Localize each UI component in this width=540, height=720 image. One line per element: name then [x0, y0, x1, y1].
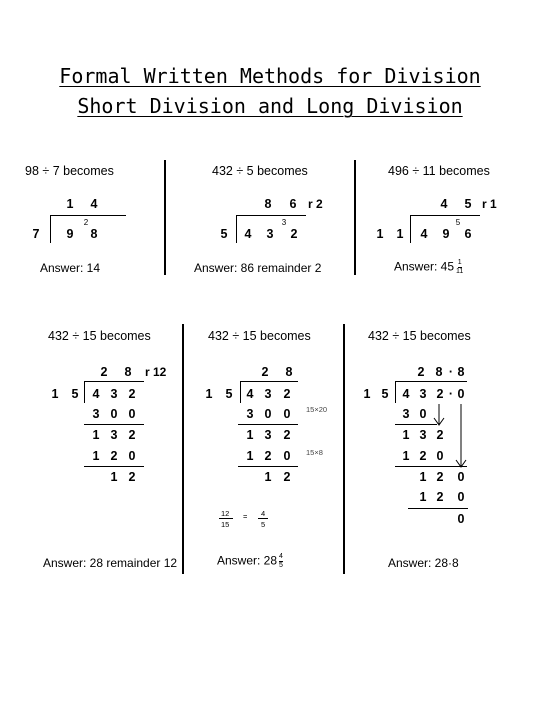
- dividend-digit: 4: [244, 227, 252, 241]
- dividend-digit: 2: [283, 387, 291, 401]
- fraction-numerator: 12: [221, 509, 230, 518]
- working-digit: 0: [419, 407, 427, 421]
- dividend-digit: 9: [442, 227, 450, 241]
- fraction-denominator: 5: [279, 562, 283, 569]
- dividend-digit: 3: [266, 227, 274, 241]
- dividend-digit: 4: [92, 387, 100, 401]
- working-digit: 1: [402, 449, 410, 463]
- division-bracket-top: [240, 381, 298, 382]
- subtraction-line: [84, 466, 144, 467]
- quotient-digit: 2: [261, 365, 269, 379]
- carry-digit: 2: [83, 218, 89, 227]
- quotient-digit: 8: [264, 197, 272, 211]
- dividend-digit: 3: [264, 387, 272, 401]
- fraction-numerator: 4: [279, 553, 283, 560]
- answer-text: Answer: 14: [40, 261, 101, 275]
- column-divider: [354, 160, 356, 275]
- working-digit: 2: [110, 449, 118, 463]
- dividend-digit: 2: [128, 387, 136, 401]
- subtraction-line: [408, 508, 468, 509]
- working-digit: 0: [283, 449, 291, 463]
- working-digit: 2: [264, 449, 272, 463]
- working-digit: 2: [283, 428, 291, 442]
- dividend-digit: 2: [290, 227, 298, 241]
- fraction-denominator: 15: [221, 520, 230, 529]
- working-digit: 0: [128, 407, 136, 421]
- answer-text: Answer: 28 remainder 12: [43, 556, 178, 570]
- remainder-label: r 12: [145, 365, 167, 379]
- answer-text: Answer: 28·8: [388, 556, 459, 570]
- working-digit: 1: [246, 449, 254, 463]
- working-digit: 2: [436, 490, 444, 504]
- working-digit: 0: [110, 407, 118, 421]
- quotient-digit: 2: [100, 365, 108, 379]
- equals-sign: =: [243, 512, 248, 521]
- remainder-label: r 1: [482, 197, 497, 211]
- divisor-digit: 5: [71, 387, 79, 401]
- answer-text: Answer: 86 remainder 2: [194, 261, 322, 275]
- page-subtitle: Short Division and Long Division: [77, 94, 463, 118]
- carry-digit: 5: [455, 218, 461, 227]
- working-digit: 0: [128, 449, 136, 463]
- working-digit: 3: [264, 428, 272, 442]
- working-digit: 3: [246, 407, 254, 421]
- quotient-digit: 1: [66, 197, 74, 211]
- subtraction-line: [395, 424, 437, 425]
- divisor-digit: 5: [220, 227, 228, 241]
- dividend-digit: 0: [457, 387, 465, 401]
- divisor-digit: 7: [32, 227, 40, 241]
- working-digit: 1: [264, 470, 272, 484]
- decimal-point: ·: [448, 365, 454, 379]
- dividend-digit: 8: [90, 227, 98, 241]
- fraction-bar: [258, 518, 268, 519]
- answer-fraction: [279, 553, 283, 570]
- quotient-digit: 8: [285, 365, 293, 379]
- column-divider: [343, 324, 345, 574]
- quotient-digit: 4: [90, 197, 98, 211]
- quotient-digit: 8: [435, 365, 443, 379]
- quotient-digit: 6: [289, 197, 297, 211]
- divisor-digit: 1: [396, 227, 404, 241]
- division-bracket-top: [236, 215, 306, 216]
- working-digit: 0: [264, 407, 272, 421]
- example-heading: 496 ÷ 11 becomes: [388, 164, 490, 178]
- dividend-digit: 4: [402, 387, 410, 401]
- example-heading: 432 ÷ 5 becomes: [212, 164, 308, 178]
- dividend-digit: 4: [246, 387, 254, 401]
- answer-fraction: [456, 259, 463, 276]
- division-bracket-side: [410, 215, 411, 243]
- carry-digit: 3: [281, 218, 287, 227]
- working-digit: 2: [436, 470, 444, 484]
- divisor-digit: 5: [225, 387, 233, 401]
- quotient-digit: 8: [124, 365, 132, 379]
- subtraction-line: [238, 424, 298, 425]
- working-digit: 2: [128, 470, 136, 484]
- dividend-digit: 6: [464, 227, 472, 241]
- working-digit: 3: [419, 428, 427, 442]
- working-digit: 2: [128, 428, 136, 442]
- subtraction-line: [84, 424, 144, 425]
- column-divider: [182, 324, 184, 574]
- dividend-digit: 3: [419, 387, 427, 401]
- answer-label: Answer: 45: [394, 259, 455, 274]
- quotient-digit: 4: [440, 197, 448, 211]
- subtraction-line: [238, 466, 298, 467]
- fraction-denominator: 5: [261, 520, 266, 529]
- dividend-digit: 9: [66, 227, 74, 241]
- divisor-digit: 1: [205, 387, 213, 401]
- divisor-digit: 1: [51, 387, 59, 401]
- example-heading: 432 ÷ 15 becomes: [208, 329, 311, 343]
- divisor-digit: 1: [376, 227, 384, 241]
- working-digit: 3: [110, 428, 118, 442]
- working-digit: 3: [402, 407, 410, 421]
- working-note: 15×8: [306, 448, 323, 457]
- fraction-denominator: 11: [456, 268, 464, 275]
- example-heading: 98 ÷ 7 becomes: [25, 164, 114, 178]
- subtraction-line: [395, 466, 467, 467]
- quotient-digit: 8: [457, 365, 465, 379]
- fraction-bar: [219, 518, 233, 519]
- working-note: 15×20: [306, 405, 328, 414]
- working-digit: 0: [457, 470, 465, 484]
- quotient-digit: 5: [464, 197, 472, 211]
- bring-down-arrow: [454, 404, 468, 474]
- working-digit: 1: [246, 428, 254, 442]
- division-bracket-side: [236, 215, 237, 243]
- column-divider: [164, 160, 166, 275]
- working-digit: 1: [92, 428, 100, 442]
- dividend-digit: 2: [436, 387, 444, 401]
- answer-text: [394, 259, 463, 276]
- quotient-digit: 2: [417, 365, 425, 379]
- answer-text: [217, 553, 283, 570]
- working-digit: 1: [110, 470, 118, 484]
- working-digit: 0: [457, 512, 465, 526]
- division-bracket-side: [50, 215, 51, 243]
- divisor-digit: 5: [381, 387, 389, 401]
- working-digit: 2: [283, 470, 291, 484]
- working-digit: 2: [419, 449, 427, 463]
- working-digit: 1: [419, 470, 427, 484]
- working-digit: 0: [283, 407, 291, 421]
- working-digit: 0: [457, 490, 465, 504]
- division-bracket-top: [410, 215, 480, 216]
- dividend-digit: 3: [110, 387, 118, 401]
- fraction-numerator: 4: [261, 509, 266, 518]
- working-digit: 3: [92, 407, 100, 421]
- fraction-numerator: 1: [457, 259, 462, 266]
- decimal-point: ·: [448, 387, 454, 401]
- divisor-digit: 1: [363, 387, 371, 401]
- working-digit: 2: [436, 428, 444, 442]
- working-digit: 1: [92, 449, 100, 463]
- example-heading: 432 ÷ 15 becomes: [48, 329, 151, 343]
- example-heading: 432 ÷ 15 becomes: [368, 329, 471, 343]
- dividend-digit: 4: [420, 227, 428, 241]
- working-digit: 1: [419, 490, 427, 504]
- answer-label: Answer: 28: [217, 553, 278, 568]
- working-digit: 0: [436, 449, 444, 463]
- remainder-label: r 2: [308, 197, 323, 211]
- division-bracket-top: [395, 381, 467, 382]
- page-title: Formal Written Methods for Division: [59, 64, 481, 88]
- working-digit: 1: [402, 428, 410, 442]
- division-bracket-top: [50, 215, 126, 216]
- division-bracket-top: [84, 381, 144, 382]
